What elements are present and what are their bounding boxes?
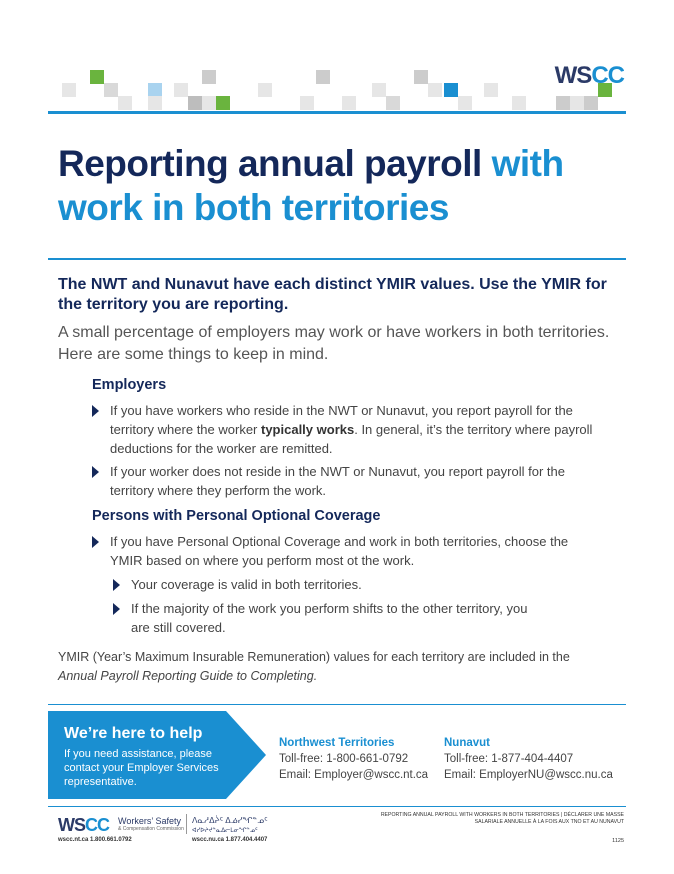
pattern-square xyxy=(148,96,162,110)
guide-title: Annual Payroll Reporting Guide to Completing. xyxy=(58,669,318,683)
list-item xyxy=(110,532,590,570)
bullet-text: If you have workers who reside in the NWT or Nunavut, you report payroll for the territory where the worker xyxy=(110,403,573,437)
contact-phone: Toll-free: 1-877-404-4407 xyxy=(444,753,574,765)
contact-nunavut xyxy=(444,735,613,783)
title-accent: with xyxy=(491,143,564,184)
footer-org-name: Workers’ Safety xyxy=(118,816,182,826)
bullet-text: . In general, it’s the territory where payroll deductions for the worker are remitted. xyxy=(110,422,593,456)
pattern-square xyxy=(104,83,118,97)
pattern-square xyxy=(444,83,458,97)
logo-cc: CC xyxy=(591,62,624,89)
pattern-square xyxy=(458,96,472,110)
pattern-square xyxy=(174,83,188,97)
pattern-square xyxy=(570,96,584,110)
employers-heading: Employers xyxy=(92,377,167,393)
pattern-square xyxy=(428,83,442,97)
header-pattern xyxy=(48,60,626,114)
pattern-square xyxy=(118,96,132,110)
intro-text: A small percentage of employers may work or have workers in both territories. Here are some things to keep in mind. xyxy=(58,324,610,363)
bullet-text: If your worker does not reside in the NWT or Nunavut, you report payroll for the territory where they perform the work. xyxy=(110,464,565,498)
bullet-arrow-icon xyxy=(92,405,99,417)
footer-divider xyxy=(186,814,187,834)
contact-title: Northwest Territories xyxy=(279,737,395,749)
pattern-square xyxy=(216,96,230,110)
pattern-square xyxy=(584,96,598,110)
section-rule xyxy=(48,704,626,705)
pattern-square xyxy=(484,83,498,97)
footer-logo xyxy=(58,815,109,836)
pattern-square xyxy=(258,83,272,97)
logo-ws: WS xyxy=(554,62,592,89)
pattern-square xyxy=(316,70,330,84)
list-item xyxy=(131,599,541,637)
footer-document-ref: REPORTING ANNUAL PAYROLL WITH WORKERS IN BOTH TERRITORIES | DÉCLARER UNE MASSE SALARIALE ANNUELLE À LA FOIS AUX TNO ET AU NUNAVUT xyxy=(380,812,624,825)
logo-cc: CC xyxy=(85,815,109,835)
bullet-text: If you have Personal Optional Coverage and work in both territories, choose the YMIR based on where you perform most ot the work. xyxy=(110,534,569,568)
pattern-square xyxy=(62,83,76,97)
pattern-square xyxy=(188,96,202,110)
list-item xyxy=(110,401,600,458)
page-title xyxy=(58,142,618,230)
contact-email[interactable]: Email: Employer@wscc.nt.ca xyxy=(279,769,429,781)
ymir-note xyxy=(58,648,618,686)
bullet-text: Your coverage is valid in both territories. xyxy=(131,577,362,592)
help-callout xyxy=(48,711,266,799)
pattern-square xyxy=(202,70,216,84)
pattern-square xyxy=(386,96,400,110)
footer-org-name-2: & Compensation Commission xyxy=(118,826,184,832)
bullet-bold: typically works xyxy=(261,422,355,437)
pattern-square xyxy=(202,96,216,110)
syllabics-line: ᐱᓇᓱᐃᔩᑦ ᐃᓅᓯᖏᓐᓄᑦ xyxy=(192,816,268,825)
pattern-square xyxy=(300,96,314,110)
pattern-square xyxy=(512,96,526,110)
logo-ws: WS xyxy=(58,815,85,835)
bullet-arrow-icon xyxy=(113,579,120,591)
pattern-square xyxy=(148,83,162,97)
contact-nwt xyxy=(279,735,428,783)
bullet-arrow-icon xyxy=(113,603,120,615)
pattern-square xyxy=(372,83,386,97)
help-text: If you need assistance, please contact your Employer Services representative. xyxy=(64,748,219,788)
pattern-square xyxy=(556,96,570,110)
wscc-logo xyxy=(555,62,624,90)
list-item xyxy=(131,575,591,594)
title-part: Reporting annual payroll xyxy=(58,143,492,184)
title-accent: work in both territories xyxy=(58,187,449,228)
list-item xyxy=(110,462,600,500)
bullet-text: If the majority of the work you perform shifts to the other territory, you are still covered. xyxy=(131,601,528,635)
pattern-square xyxy=(342,96,356,110)
syllabics-line: ᐊᓯᐅᔨᔪᓐᓇᐃᓕᒪᓂᖏᓐᓄᑦ xyxy=(192,828,258,834)
bullet-arrow-icon xyxy=(92,466,99,478)
footer-syllabics xyxy=(192,816,268,836)
help-title: We’re here to help xyxy=(64,725,203,742)
poc-heading: Persons with Personal Optional Coverage xyxy=(92,508,381,524)
contact-title: Nunavut xyxy=(444,737,490,749)
footer-rule xyxy=(48,806,626,807)
pattern-square xyxy=(90,70,104,84)
footer-url-nu[interactable]: wscc.nu.ca 1.877.404.4407 xyxy=(192,837,268,843)
footer-url-nwt[interactable]: wscc.nt.ca 1.800.661.0792 xyxy=(58,837,132,843)
contact-phone: Toll-free: 1-800-661-0792 xyxy=(279,753,409,765)
footer-doc-number: 1125 xyxy=(612,838,624,844)
note-text: YMIR (Year’s Maximum Insurable Remuneration) values for each territory are included in the xyxy=(58,650,570,664)
header-rule xyxy=(48,111,626,114)
section-rule xyxy=(48,258,626,260)
bullet-arrow-icon xyxy=(92,536,99,548)
lead-text: The NWT and Nunavut have each distinct YMIR values. Use the YMIR for the territory you are reporting. xyxy=(58,276,607,313)
contact-email[interactable]: Email: EmployerNU@wscc.nu.ca xyxy=(444,769,613,781)
pattern-square xyxy=(414,70,428,84)
